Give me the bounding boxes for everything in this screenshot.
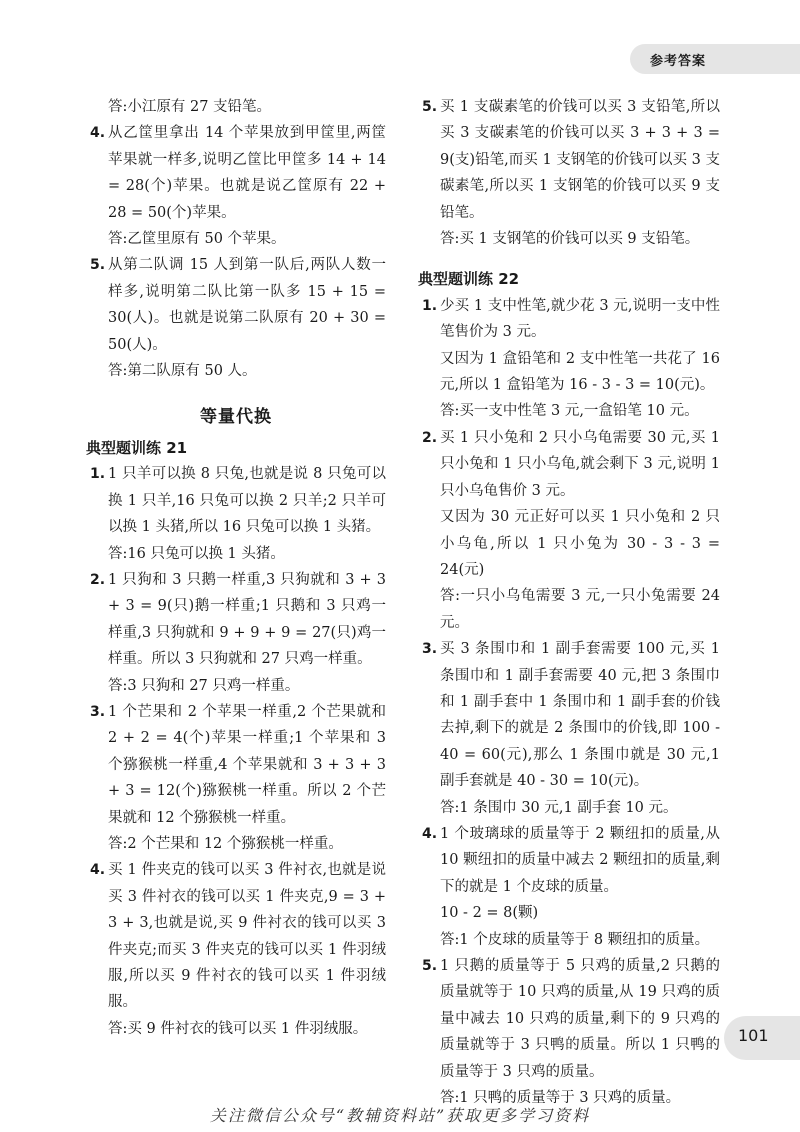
question-text: 1 个玻璃球的质量等于 2 颗纽扣的质量,从 10 颗纽扣的质量中减去 2 颗纽扣的质量,剩下的就是 1 个皮球的质量。: [440, 825, 720, 895]
question-number: 3.: [422, 641, 438, 658]
question-item: [86, 120, 386, 252]
answer-line: 答:1 条围巾 30 元,1 副手套 10 元。: [440, 799, 678, 816]
footer-note: 关注微信公众号“教辅资料站”获取更多学习资料: [209, 1106, 591, 1125]
answer-line: 答:3 只狗和 27 只鸡一样重。: [108, 677, 300, 694]
answer-line: 答:1 只鸭的质量等于 3 只鸡的质量。: [440, 1090, 681, 1107]
answer-line: 答:2 个芒果和 12 个猕猴桃一样重。: [108, 835, 343, 852]
answer-line: 答:买一支中性笔 3 元,一盒铅笔 10 元。: [440, 403, 699, 420]
answer-line: 答:一只小乌龟需要 3 元,一只小兔需要 24 元。: [440, 588, 720, 631]
question-item: [86, 699, 386, 857]
question-extra: 又因为 1 盒铅笔和 2 支中性笔一共花了 16 元,所以 1 盒铅笔为 16 - 3 - 3 = 10(元)。: [440, 350, 720, 394]
question-item: [418, 953, 720, 1111]
answer-line: 答:买 1 支钢笔的价钱可以买 9 支铅笔。: [440, 231, 700, 248]
header-label: 参考答案: [650, 54, 707, 69]
answer-line: 答:第二队原有 50 人。: [108, 363, 257, 380]
exercise-subtitle: 典型题训练 21: [86, 438, 188, 457]
question-number: 2.: [90, 571, 106, 588]
question-text: 1 个芒果和 2 个苹果一样重,2 个芒果就和 2 + 2 = 4(个)苹果一样重;1 个苹果和 3 个猕猴桃一样重,4 个苹果就和 3 + 3 + 3 + 3 = 12(个)猕猴桃一样重。所以 2 个芒果就和 12 个猕猴桃一样重。: [108, 703, 386, 826]
exercise-subtitle: 典型题训练 22: [418, 270, 520, 289]
answer-line: 答:1 个皮球的质量等于 8 颗纽扣的质量。: [440, 931, 710, 948]
question-text: 买 1 支碳素笔的价钱可以买 3 支铅笔,所以买 3 支碳素笔的价钱可以买 3 + 3 + 3 = 9(支)铅笔,而买 1 支钢笔的价钱可以买 3 支碳素笔,所以买 1 支钢笔的价钱可以买 9 支铅笔。: [440, 99, 720, 221]
question-number: 2.: [422, 429, 438, 446]
question-number: 1.: [422, 297, 438, 314]
question-item: [418, 94, 720, 252]
question-item: [418, 425, 720, 636]
answer-line: 答:16 只兔可以换 1 头猪。: [108, 545, 285, 562]
question-number: 5.: [90, 257, 106, 274]
question-text: 1 只鹅的质量等于 5 只鸡的质量,2 只鹅的质量就等于 10 只鸡的质量,从 19 只鸡的质量中减去 10 只鸡的质量,剩下的 9 只鸡的质量就等于 3 只鸭的质量。所以 1 只鸭的质量等于 3 只鸡的质量。: [440, 958, 720, 1080]
question-number: 4.: [422, 825, 438, 842]
question-item: [418, 821, 720, 953]
question-extra: 又因为 30 元正好可以买 1 只小兔和 2 只小乌龟,所以 1 只小兔为 30 - 3 - 3 = 24(元): [440, 509, 720, 578]
section-title: 等量代换: [200, 407, 272, 428]
question-item: [86, 252, 386, 384]
question-number: 3.: [90, 703, 106, 720]
question-extra: 10 - 2 = 8(颗): [440, 905, 539, 922]
question-number: 4.: [90, 862, 106, 879]
question-number: 5.: [422, 958, 438, 974]
question-number: 5.: [422, 99, 438, 115]
question-item: [86, 567, 386, 699]
question-text: 1 只羊可以换 8 只兔,也就是说 8 只兔可以换 1 只羊,16 只兔可以换 2 只羊;2 只羊可以换 1 头猪,所以 16 只兔可以换 1 头猪。: [108, 466, 386, 536]
question-text: 买 3 条围巾和 1 副手套需要 100 元,买 1 条围巾和 1 副手套需要 40 元,把 3 条围巾和 1 副手套中 1 条围巾和 1 副手套的价钱去掉,剩下的就是 2 条围巾的价钱,即 100 - 40 = 60(元),那么 1 条围巾就是 30 元,1 副手套就是 40 - 30 = 10(元)。: [440, 641, 720, 790]
question-number: 4.: [90, 125, 106, 142]
page-number: 101: [738, 1026, 769, 1045]
answer-line: 答:小江原有 27 支铅笔。: [108, 99, 272, 115]
question-number: 1.: [90, 466, 106, 483]
question-text: 少买 1 支中性笔,就少花 3 元,说明一支中性笔售价为 3 元。: [440, 297, 720, 341]
question-text: 从乙筐里拿出 14 个苹果放到甲筐里,两筐苹果就一样多,说明乙筐比甲筐多 14 + 14 = 28(个)苹果。也就是说乙筐原有 22 + 28 = 50(个)苹果。: [108, 125, 386, 221]
question-text: 1 只狗和 3 只鹅一样重,3 只狗就和 3 + 3 + 3 = 9(只)鹅一样重;1 只鹅和 3 只鸡一样重,3 只狗就和 9 + 9 + 9 = 27(只)鸡一样重。所以 3 只狗就和 27 只鸡一样重。: [108, 571, 386, 668]
question-item: [86, 857, 386, 1042]
question-item: [418, 636, 720, 821]
answer-line: 答:乙筐里原有 50 个苹果。: [108, 231, 286, 248]
question-item: [418, 293, 720, 425]
answer-line: 答:买 9 件衬衣的钱可以买 1 件羽绒服。: [108, 1020, 368, 1037]
question-item: [86, 461, 386, 567]
question-text: 买 1 件夹克的钱可以买 3 件衬衣,也就是说买 3 件衬衣的钱可以买 1 件夹克,9 = 3 + 3 + 3,也就是说,买 9 件衬衣的钱可以买 3 件夹克;而买 3 件夹克的钱可以买 1 件羽绒服,所以买 9 件衬衣的钱可以买 1 件羽绒服。: [108, 862, 386, 1011]
question-text: 从第二队调 15 人到第一队后,两队人数一样多,说明第二队比第一队多 15 + 15 = 30(人)。也就是说第二队原有 20 + 30 = 50(人)。: [108, 257, 386, 353]
left-column: [86, 94, 386, 1042]
right-column: [418, 94, 720, 1111]
question-text: 买 1 只小兔和 2 只小乌龟需要 30 元,买 1 只小兔和 1 只小乌龟,就会剩下 3 元,说明 1 只小乌龟售价 3 元。: [440, 429, 720, 499]
